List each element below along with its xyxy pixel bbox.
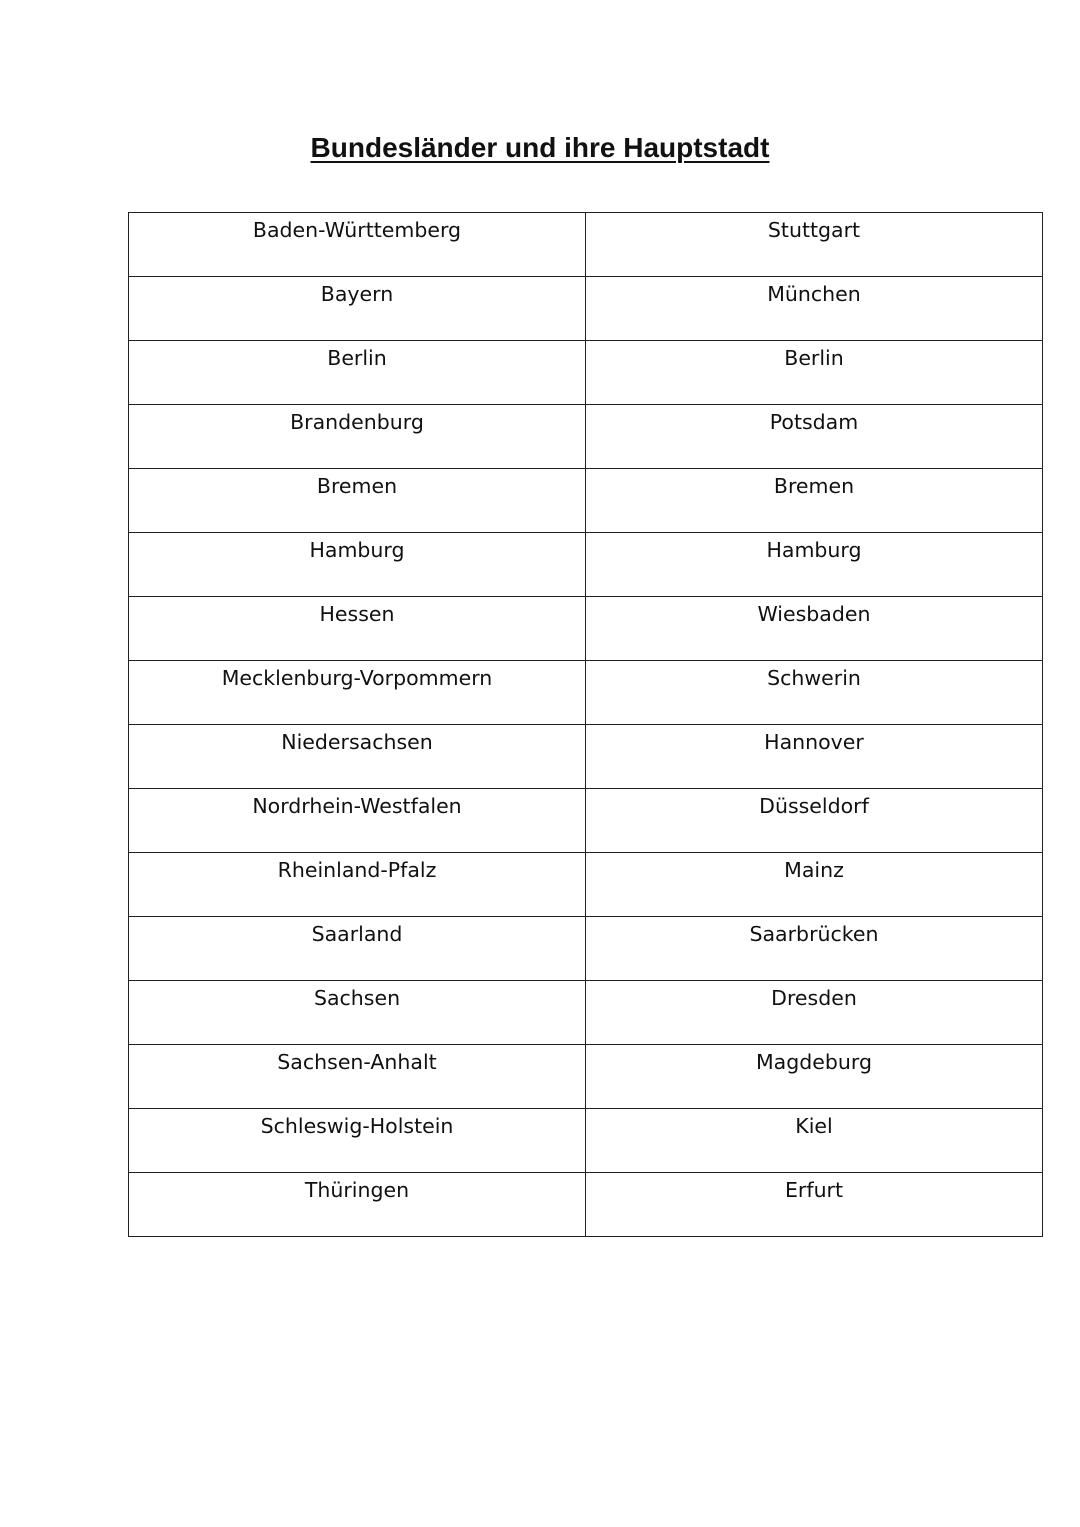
state-cell: Berlin (129, 341, 586, 405)
state-cell: Mecklenburg-Vorpommern (129, 661, 586, 725)
capital-cell: Hamburg (586, 533, 1043, 597)
page-title-text: Bundesländer und ihre Hauptstadt (310, 132, 770, 163)
state-cell: Nordrhein-Westfalen (129, 789, 586, 853)
states-capitals-table (128, 212, 1043, 1237)
state-cell: Saarland (129, 917, 586, 981)
table-row (129, 277, 1043, 341)
capital-cell: Stuttgart (586, 213, 1043, 277)
table-row (129, 469, 1043, 533)
state-cell: Baden-Württemberg (129, 213, 586, 277)
table-row (129, 213, 1043, 277)
capital-cell: Dresden (586, 981, 1043, 1045)
table-row (129, 597, 1043, 661)
capital-cell: Erfurt (586, 1173, 1043, 1237)
state-cell: Hessen (129, 597, 586, 661)
capital-cell: Potsdam (586, 405, 1043, 469)
page-title (0, 128, 1080, 168)
state-cell: Bremen (129, 469, 586, 533)
capital-cell: München (586, 277, 1043, 341)
table-row (129, 1045, 1043, 1109)
state-cell: Rheinland-Pfalz (129, 853, 586, 917)
capital-cell: Saarbrücken (586, 917, 1043, 981)
capital-cell: Wiesbaden (586, 597, 1043, 661)
table-row (129, 405, 1043, 469)
state-cell: Niedersachsen (129, 725, 586, 789)
table-row (129, 853, 1043, 917)
table-row (129, 1109, 1043, 1173)
capital-cell: Düsseldorf (586, 789, 1043, 853)
table-body (129, 213, 1043, 1237)
capital-cell: Mainz (586, 853, 1043, 917)
capital-cell: Bremen (586, 469, 1043, 533)
capital-cell: Hannover (586, 725, 1043, 789)
table-row (129, 981, 1043, 1045)
table-row (129, 917, 1043, 981)
state-cell: Sachsen (129, 981, 586, 1045)
capital-cell: Schwerin (586, 661, 1043, 725)
state-cell: Schleswig-Holstein (129, 1109, 586, 1173)
capital-cell: Berlin (586, 341, 1043, 405)
table-row (129, 1173, 1043, 1237)
table-row (129, 725, 1043, 789)
table-row (129, 789, 1043, 853)
capital-cell: Kiel (586, 1109, 1043, 1173)
state-cell: Thüringen (129, 1173, 586, 1237)
table-row (129, 661, 1043, 725)
state-cell: Bayern (129, 277, 586, 341)
state-cell: Hamburg (129, 533, 586, 597)
table-row (129, 533, 1043, 597)
table-row (129, 341, 1043, 405)
state-cell: Brandenburg (129, 405, 586, 469)
capital-cell: Magdeburg (586, 1045, 1043, 1109)
state-cell: Sachsen-Anhalt (129, 1045, 586, 1109)
